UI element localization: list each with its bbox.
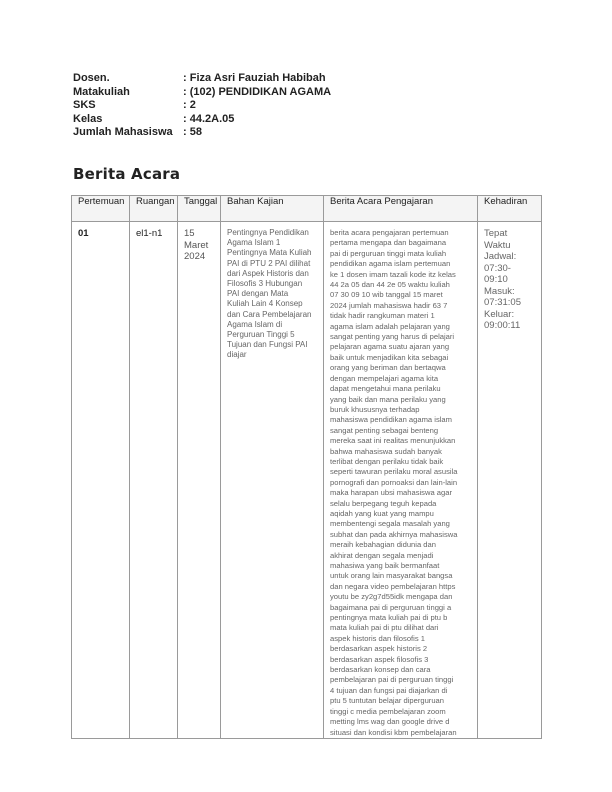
cell-text-line: Masuk: bbox=[484, 285, 515, 297]
cell-text-line: berita acara pengajaran pertemuan bbox=[330, 228, 449, 237]
cell-text-line: untuk orang lain masyarakat bangsa bbox=[330, 571, 453, 581]
cell-text-line: bagaimana pai di perguruan tinggi a bbox=[330, 602, 452, 612]
cell-text-line: mereka saat ini realitas menunjukkan bbox=[330, 436, 456, 446]
info-label: Kelas bbox=[73, 112, 103, 125]
cell-text-line: Maret bbox=[184, 239, 209, 251]
cell-text-line: aqidah yang kuat yang mampu bbox=[330, 508, 434, 518]
cell-text-line: tidak hadir rangkuman materi 1 bbox=[330, 311, 435, 321]
cell-berita-acara bbox=[324, 222, 478, 739]
cell-text-line: maka harapan ubsi mahasiswa agar bbox=[330, 488, 452, 498]
cell-text-line: mahasiswa pendidikan agama islam bbox=[330, 415, 452, 425]
info-label: SKS bbox=[73, 99, 96, 112]
info-label: Jumlah Mahasiswa bbox=[73, 126, 173, 139]
cell-text-line: agama islam adalah pelajaran yang bbox=[330, 321, 450, 331]
cell-text-line: berdasarkan aspek historis 2 bbox=[330, 644, 428, 654]
section-title: Berita Acara bbox=[73, 165, 181, 183]
cell-text-line: terlibat dengan perilaku tidak baik bbox=[330, 456, 444, 466]
cell-text-line: berdasarkan konsep dan cara bbox=[330, 665, 431, 675]
cell-text-line: seperti tawuran perilaku moral asusila bbox=[330, 467, 458, 477]
cell-text-line: Keluar: bbox=[484, 308, 515, 320]
info-row-sks bbox=[73, 99, 331, 113]
header-pertemuan: Pertemuan bbox=[72, 196, 130, 222]
cell-text-line: 2024 jumlah mahasiswa hadir 63 7 bbox=[330, 300, 448, 310]
header-kehadiran: Kehadiran bbox=[478, 196, 542, 222]
cell-text-line: Perguruan Tinggi 5 bbox=[227, 330, 295, 340]
cell-text-line: sangat penting sebagai benteng bbox=[330, 425, 439, 435]
cell-text-line: yang baik dan mana perilaku yang bbox=[330, 394, 446, 404]
cell-text-line: 09:10 bbox=[484, 274, 508, 285]
cell-text-line: dan Cara Pembelajaran bbox=[227, 309, 312, 319]
header-tanggal: Tanggal bbox=[178, 196, 221, 222]
header-berita-acara: Berita Acara Pengajaran bbox=[324, 196, 478, 222]
cell-text-line: PAI dengan Mata bbox=[227, 289, 289, 299]
cell-text-line: pornografi dan pornoaksi dan lain-lain bbox=[330, 477, 458, 487]
cell-text-line: Pentingnya Mata Kuliah bbox=[227, 248, 312, 258]
cell-text-line: Filosofis 3 Hubungan bbox=[227, 279, 303, 289]
cell-tanggal bbox=[178, 222, 221, 739]
cell-text-line: orang yang beriman dan bertaqwa bbox=[330, 363, 446, 373]
info-label: Dosen. bbox=[73, 72, 110, 84]
cell-text-line: Pentingnya Pendidikan bbox=[227, 228, 309, 237]
cell-text-line: youtu be zy2g7d55idk mengapa dan bbox=[330, 592, 453, 602]
table-header-row bbox=[72, 196, 542, 222]
cell-text-line: pendidikan agama islam pertemuan bbox=[330, 259, 451, 269]
cell-text-line: Agama Islam 1 bbox=[227, 238, 281, 248]
cell-text-line: tinggi c media pembelajaran zoom bbox=[330, 706, 446, 716]
cell-text-line: pertama mengapa dan bagaimana bbox=[330, 238, 447, 248]
cell-text-line: subhat dan pada akhirnya mahasiswa bbox=[330, 529, 458, 539]
cell-text-line: bahwa mahasiswa sudah banyak bbox=[330, 446, 442, 456]
table-row bbox=[72, 222, 542, 739]
cell-text-line: pentingnya mata kuliah pai di ptu b bbox=[330, 613, 448, 623]
cell-text-line: Agama Islam di bbox=[227, 319, 283, 329]
header-bahan-kajian: Bahan Kajian bbox=[221, 196, 324, 222]
header-ruangan: Ruangan bbox=[130, 196, 178, 222]
cell-kehadiran bbox=[478, 222, 542, 739]
cell-text-line: Waktu bbox=[484, 239, 511, 251]
cell-text-line: meraih kebahagian didunia dan bbox=[330, 540, 436, 550]
cell-text-line: ke 1 dosen imam tazali kode itz kelas bbox=[330, 269, 456, 279]
cell-text-line: Kuliah Lain 4 Konsep bbox=[227, 299, 303, 309]
cell-text-line: baik untuk menjadikan kita sebagai bbox=[330, 352, 449, 362]
info-row-matakuliah bbox=[73, 86, 331, 100]
cell-text-line: 2024 bbox=[184, 251, 206, 262]
cell-text-line: ptu 5 tuntutan belajar diperguruan bbox=[330, 696, 444, 706]
cell-text-line: aspek historis dan filosofis 1 bbox=[330, 633, 425, 643]
cell-text-line: dengan mempelajari agama kita bbox=[330, 373, 439, 383]
cell-text-line: 09:00:11 bbox=[484, 320, 521, 331]
cell-text-line: 07:30- bbox=[484, 262, 511, 274]
cell-text-line: mahasiwa yang baik bermanfaat bbox=[330, 561, 440, 570]
cell-text-line: pai di perguruan tinggi mata kuliah bbox=[330, 248, 447, 258]
cell-text-line: 44 2a 05 dan 44 2e 05 waktu kuliah bbox=[330, 280, 450, 290]
info-label: Matakuliah bbox=[73, 85, 130, 98]
info-row-jumlah-mahasiswa bbox=[73, 126, 331, 140]
cell-text-line: PAI di PTU 2 PAI dilihat bbox=[227, 258, 311, 268]
cell-ruangan: el1-n1 bbox=[130, 222, 178, 739]
cell-text-line: Tepat bbox=[484, 228, 508, 239]
cell-text-line: sangat penting yang harus di pelajari bbox=[330, 332, 455, 342]
cell-text-line: 4 tujuan dan fungsi pai diajarkan di bbox=[330, 685, 448, 695]
cell-text-line: diajar bbox=[227, 350, 247, 360]
cell-text-line: membentengi segala masalah yang bbox=[330, 519, 450, 529]
cell-text-line: selalu berpegang teguh kepada bbox=[330, 498, 437, 508]
cell-text-line: berdasarkan aspek filosofis 3 bbox=[330, 654, 429, 664]
info-row-kelas bbox=[73, 113, 331, 127]
cell-text-line: pembelajaran pai di perguruan tinggi bbox=[330, 675, 454, 685]
cell-text-line: 07 30 09 10 wib tanggal 15 maret bbox=[330, 290, 443, 300]
info-value: : 58 bbox=[183, 126, 202, 139]
cell-text-line: situasi dan kondisi kbm pembelajaran bbox=[330, 727, 457, 737]
info-row-dosen bbox=[73, 72, 331, 86]
cell-text-line: metting lms wag dan google drive d bbox=[330, 717, 450, 727]
cell-text-line: dapat mengetahui mana perilaku bbox=[330, 384, 441, 394]
cell-text-line: akhirat dengan segala menjadi bbox=[330, 550, 434, 560]
cell-text-line: Jadwal: bbox=[484, 251, 517, 262]
cell-text-line: Tujuan dan Fungsi PAI bbox=[227, 340, 308, 350]
info-value: : 2 bbox=[183, 99, 196, 112]
cell-bahan-kajian bbox=[221, 222, 324, 739]
cell-text-line: dan negara video pembelajaran https bbox=[330, 581, 456, 591]
cell-text-line: 07:31:05 bbox=[484, 297, 521, 308]
cell-text-line: buruk khususnya terhadap bbox=[330, 404, 420, 414]
info-value: : Fiza Asri Fauziah Habibah bbox=[183, 72, 326, 84]
berita-acara-table bbox=[71, 195, 542, 739]
cell-pertemuan: 01 bbox=[72, 222, 130, 739]
info-value: : 44.2A.05 bbox=[183, 112, 235, 125]
cell-text-line: pelajaran agama suatu ajaran yang bbox=[330, 342, 450, 352]
cell-text-line: 15 bbox=[184, 228, 195, 239]
cell-text-line: dari Aspek Historis dan bbox=[227, 268, 309, 278]
info-value: : (102) PENDIDIKAN AGAMA bbox=[183, 85, 332, 98]
cell-text-line: mata kuliah pai di ptu dilihat dari bbox=[330, 623, 439, 633]
course-info bbox=[73, 72, 331, 140]
